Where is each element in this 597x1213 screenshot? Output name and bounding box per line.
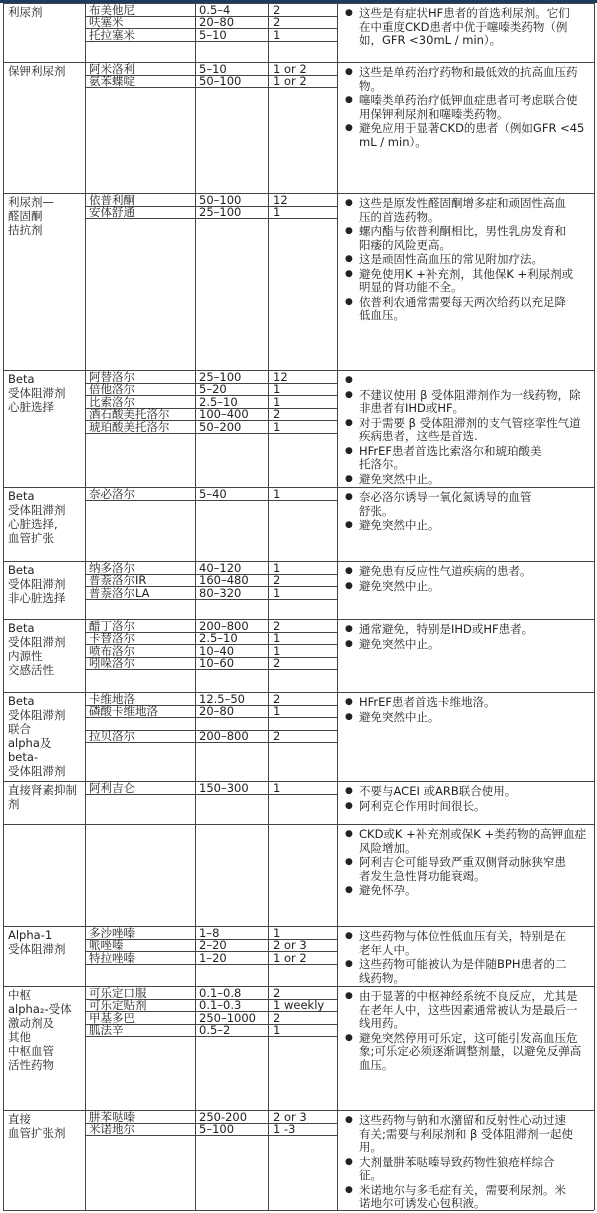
note-text: 血压。: [359, 1057, 394, 1072]
dose-range: 25–100: [199, 205, 242, 220]
drug-name: 特拉唑嗪: [89, 950, 135, 965]
note-text: 征。: [359, 1168, 382, 1182]
dose-range: 1–8: [199, 925, 220, 940]
bullet-icon: ●: [345, 375, 353, 385]
drug-class-label: 受体阻滞剂: [8, 386, 66, 400]
note-text: 线药物。: [359, 970, 405, 985]
bullet-icon: ●: [345, 417, 353, 428]
note-text: 象;可乐定必须逐渐调整剂量，以避免反弹高: [359, 1044, 582, 1058]
note-text: 这些药物与体位性低血压有关，特别是在: [359, 929, 566, 943]
drug-class-label: beta-: [8, 750, 39, 764]
drug-class-label: 受体阻滞剂: [8, 764, 66, 778]
bullet-icon: ●: [345, 296, 353, 307]
daily-frequency: 1: [273, 631, 281, 646]
drug-name: 醋丁洛尔: [89, 618, 135, 633]
note-text: mL / min）。: [359, 134, 427, 149]
drug-class-label: 受体阻滞剂: [8, 635, 66, 649]
bullet-icon: ●: [345, 959, 353, 969]
note-text: 舒张。: [359, 503, 394, 518]
bullet-icon: ●: [345, 445, 353, 456]
note-text: 物。: [359, 78, 382, 93]
dose-range: 5–40: [199, 486, 227, 501]
bullet-icon: ●: [345, 829, 353, 839]
note-text: 诺地尔可诱发心包积液。: [359, 1196, 486, 1210]
bullet-icon: ●: [345, 566, 353, 576]
dose-range: 50–200: [199, 419, 242, 434]
daily-frequency: 1: [273, 585, 281, 600]
dose-range: 100–400: [199, 407, 249, 422]
drug-name: 米诺地尔: [89, 1122, 135, 1137]
bullet-icon: ●: [345, 786, 353, 796]
note-text: 避免使用K +补充剂，其他保K +利尿剂或: [359, 266, 574, 281]
dose-range: 80–320: [199, 585, 242, 600]
drug-name: 氨苯蝶啶: [89, 74, 135, 89]
note-text: 有关;需要与利尿剂和 β 受体阻滞剂一起使: [359, 1126, 574, 1141]
daily-frequency: 1: [273, 925, 281, 940]
daily-frequency: 2: [273, 407, 281, 422]
dose-range: 200–800: [199, 618, 249, 633]
note-text: 者发生急性肾功能衰竭。: [359, 868, 486, 883]
note-text: 这是顽固性高血压的常见附加疗法。: [359, 252, 543, 266]
note-text: 不建议使用 β 受体阻滞剂作为一线药物，除: [359, 387, 581, 402]
note-text: 用。: [359, 1140, 382, 1154]
column-divider: [594, 3, 595, 1210]
drug-name: 安体舒通: [89, 205, 135, 220]
note-text: 避免应用于显著CKD的患者（例如GFR <45: [359, 121, 585, 135]
bullet-icon: ●: [345, 1032, 353, 1043]
daily-frequency: 1: [273, 205, 281, 220]
note-text: 通常避免，特别是IHD或HF患者。: [359, 622, 534, 636]
note-text: 避免突然中止。: [359, 471, 440, 486]
dose-range: 20–80: [199, 704, 235, 719]
drug-class-label: 血管扩张剂: [8, 1126, 66, 1140]
note-text: 非患者有IHD或HF。: [359, 401, 465, 415]
daily-frequency: 2: [273, 656, 281, 671]
dose-range: 250-200: [199, 1109, 248, 1124]
note-text: 避免突然中止。: [359, 578, 440, 593]
note-text: 这些是单药治疗药物和最低效的抗高血压药: [359, 65, 578, 79]
daily-frequency: 2: [273, 691, 281, 706]
daily-frequency: 12: [273, 192, 288, 207]
bullet-icon: ●: [345, 1156, 353, 1167]
drug-class-label: Beta: [8, 621, 35, 635]
drug-class-label: 其他: [8, 1030, 31, 1044]
note-text: 在中重度CKD患者中优于噻嗪类药物（例: [359, 19, 568, 34]
bullet-icon: ●: [345, 95, 353, 105]
daily-frequency: 2: [273, 2, 281, 17]
daily-frequency: 1: [273, 704, 281, 719]
bullet-icon: ●: [345, 638, 353, 649]
drug-name: 甲基多巴: [89, 1010, 135, 1025]
note-text: 大剂量肼苯哒嗪导致药物性狼疮样综合: [359, 1154, 555, 1169]
drug-name: 卡替洛尔: [89, 631, 135, 646]
drug-class-label: Beta: [8, 563, 35, 577]
note-text: 疾病患者，这些是首选.: [359, 429, 478, 443]
drug-name: 纳多洛尔: [89, 560, 135, 575]
drug-name: 托拉塞米: [89, 27, 135, 42]
note-text: 风险增加。: [359, 840, 417, 855]
bullet-icon: ●: [345, 67, 353, 77]
drug-class-label: 激动剂及: [8, 1016, 54, 1030]
daily-frequency: 1: [273, 27, 281, 42]
drug-class-label: 醛固酮: [8, 209, 43, 223]
drug-name: 胍法辛: [89, 1023, 124, 1038]
drug-class-label: 受体阻滞剂: [8, 503, 66, 517]
daily-frequency: 12: [273, 369, 288, 384]
drug-name: 琥珀酸美托洛尔: [89, 419, 170, 434]
drug-name: 依普利酮: [89, 192, 135, 207]
note-text: 在老年人中，这些因素通常被认为是最后一: [359, 1002, 578, 1017]
note-text: 这些是有症状HF患者的首选利尿剂。它们: [359, 6, 570, 20]
drug-name: 肼苯哒嗪: [89, 1109, 135, 1124]
daily-frequency: 2: [273, 618, 281, 633]
drug-class-label: 血管扩张: [8, 531, 54, 545]
bullet-icon: ●: [345, 1115, 353, 1125]
note-text: 阿利克仑作用时间很长。: [359, 798, 486, 813]
drug-class-label: 利尿剂: [8, 5, 43, 19]
drug-class-label: 联合: [8, 722, 31, 736]
drug-name: 普萘洛尔LA: [89, 585, 150, 600]
column-divider: [3, 3, 4, 1210]
bullet-icon: ●: [345, 885, 353, 895]
dose-range: 250–1000: [199, 1010, 256, 1025]
drug-class-label: 拮抗剂: [8, 223, 43, 237]
note-text: 线用药。: [359, 1016, 405, 1030]
drug-name: 布美他尼: [89, 2, 135, 17]
drug-name: 普萘洛尔IR: [89, 573, 147, 588]
note-text: 避免突然中止。: [359, 518, 440, 532]
note-text: 奈必洛尔诱导一氧化氮诱导的血管: [359, 490, 532, 504]
daily-frequency: 2: [273, 15, 281, 30]
drug-name: 酒石酸美托洛尔: [89, 407, 170, 422]
drug-class-label: 受体阻滞剂: [8, 942, 66, 956]
bullet-icon: ●: [345, 492, 353, 502]
row-divider: [3, 824, 594, 825]
note-text: 用保钾利尿剂和噻嗪类药物。: [359, 106, 509, 121]
bullet-icon: ●: [345, 580, 353, 591]
bullet-icon: ●: [345, 697, 353, 707]
dose-range: 5–10: [199, 61, 227, 76]
drug-name: 比索洛尔: [89, 394, 135, 409]
drug-name: 拉贝洛尔: [89, 729, 135, 744]
drug-class-label: Beta: [8, 372, 35, 386]
drug-class-label: 交感活性: [8, 663, 54, 677]
dose-range: 0.5–4: [199, 2, 231, 17]
daily-frequency: 2: [273, 1010, 281, 1025]
drug-class-label: 心脏选择: [8, 400, 54, 414]
drug-class-label: 中枢血管: [8, 1044, 54, 1058]
bullet-icon: ●: [345, 931, 353, 941]
note-text: 低血压。: [359, 308, 405, 322]
drug-class-label: 内源性: [8, 649, 43, 663]
dose-range: 20–80: [199, 15, 235, 30]
drug-name: 喷布洛尔: [89, 643, 135, 658]
daily-frequency: 1: [273, 382, 281, 397]
drug-class-label: 受体阻滞剂: [8, 577, 66, 591]
daily-frequency: 1: [273, 419, 281, 434]
column-divider: [268, 3, 269, 1210]
dose-range: 0.1–0.8: [199, 985, 242, 1000]
drug-name: 磷酸卡维地洛: [89, 704, 158, 719]
dose-range: 40–120: [199, 560, 242, 575]
note-text: 不要与ACEI 或ARB联合使用。: [359, 784, 517, 798]
bullet-icon: ●: [345, 624, 353, 634]
daily-frequency: 1: [273, 1023, 281, 1038]
daily-frequency: 1 or 2: [273, 74, 307, 89]
dose-range: 2–20: [199, 938, 227, 953]
drug-class-label: 直接: [8, 1112, 31, 1126]
drug-class-label: Alpha-1: [8, 928, 53, 942]
bullet-icon: ●: [345, 473, 353, 484]
bullet-icon: ●: [345, 226, 353, 236]
dose-range: 2.5–10: [199, 631, 238, 646]
dose-range: 25–100: [199, 369, 242, 384]
note-text: 老年人中。: [359, 942, 417, 957]
bullet-icon: ●: [345, 520, 353, 530]
note-text: 压的首选药物。: [359, 209, 440, 224]
drug-name: 奈必洛尔: [89, 486, 135, 501]
note-text: 托洛尔。: [359, 457, 405, 471]
bullet-icon: ●: [345, 254, 353, 264]
daily-frequency: 1: [273, 780, 281, 795]
daily-frequency: 1 -3: [273, 1122, 296, 1137]
daily-frequency: 1 weekly: [273, 998, 325, 1013]
drug-class-label: Beta: [8, 694, 35, 708]
note-text: 螺内酯与依普利酮相比，男性乳房发育和: [359, 224, 566, 238]
note-text: 这些药物与钠和水潴留和反射性心动过速: [359, 1113, 566, 1127]
dose-range: 5–10: [199, 27, 227, 42]
dose-range: 10–60: [199, 656, 235, 671]
dose-range: 1–20: [199, 950, 227, 965]
note-text: 这些药物可能被认为是伴随BPH患者的二: [359, 957, 567, 971]
drug-name: 吲哚洛尔: [89, 656, 135, 671]
drug-class-label: 利尿剂—: [8, 195, 54, 209]
note-text: HFrEF患者首选比索洛尔和琥珀酸美: [359, 443, 542, 458]
drug-name: 呋塞米: [89, 15, 124, 30]
drug-class-label: 活性药物: [8, 1058, 54, 1072]
bullet-icon: ●: [345, 198, 353, 208]
dose-range: 2.5–10: [199, 394, 238, 409]
note-text: 噻嗪类单药治疗低钾血症患者可考虑联合使: [359, 93, 578, 107]
daily-frequency: 1: [273, 560, 281, 575]
drug-class-label: 剂: [8, 797, 20, 811]
column-divider: [85, 3, 86, 1210]
column-divider: [195, 3, 196, 1210]
dose-range: 0.5–2: [199, 1023, 231, 1038]
daily-frequency: 2: [273, 985, 281, 1000]
note-text: 对于需要 β 受体阻滞剂的支气管痉挛性气道: [359, 415, 581, 430]
drug-name: 可乐定贴剂: [89, 998, 147, 1013]
daily-frequency: 1: [273, 394, 281, 409]
note-text: 明显的肾功能不全。: [359, 280, 463, 294]
note-text: 米诺地尔与多毛症有关，需要利尿剂。米: [359, 1182, 566, 1197]
daily-frequency: 2: [273, 573, 281, 588]
dose-range: 5–20: [199, 382, 227, 397]
drug-name: 阿米洛利: [89, 61, 135, 76]
drug-name: 哌唑嗪: [89, 938, 124, 953]
note-text: 避免怀孕。: [359, 883, 417, 897]
drug-class-label: 非心脏选择: [8, 591, 66, 605]
drug-name: 卡维地洛: [89, 691, 135, 706]
note-text: 如，GFR <30mL / min）。: [359, 33, 502, 47]
bullet-icon: ●: [345, 268, 353, 279]
daily-frequency: 1 or 2: [273, 950, 307, 965]
table-bottom-border: [3, 1210, 594, 1211]
drug-class-label: 中枢: [8, 988, 31, 1002]
dose-range: 5–100: [199, 1122, 235, 1137]
drug-class-label: 受体阻滞剂: [8, 708, 66, 722]
drug-class-label: 保钾利尿剂: [8, 64, 66, 78]
bullet-icon: ●: [345, 8, 353, 18]
bullet-icon: ●: [345, 389, 353, 400]
dose-range: 12.5–50: [199, 691, 245, 706]
note-text: 阳痿的风险更高。: [359, 237, 451, 252]
drug-name: 倍他洛尔: [89, 382, 135, 397]
drug-name: 阿利吉仑: [89, 780, 135, 795]
bullet-icon: ●: [345, 991, 353, 1001]
daily-frequency: 1 or 2: [273, 61, 307, 76]
daily-frequency: 1: [273, 486, 281, 501]
drug-class-label: Beta: [8, 489, 35, 503]
dose-range: 0.1–0.3: [199, 998, 242, 1013]
drug-class-label: alpha₂-受体: [8, 1002, 72, 1016]
dose-range: 50–100: [199, 74, 242, 89]
note-text: 避免突然停用可乐定，这可能引发高血压危: [359, 1030, 578, 1045]
dose-range: 160–480: [199, 573, 249, 588]
dose-range: 200–800: [199, 729, 249, 744]
drug-class-label: 心脏选择,: [8, 517, 58, 531]
drug-name: 多沙唑嗪: [89, 925, 135, 940]
drug-name: 阿替洛尔: [89, 369, 135, 384]
note-text: 由于显著的中枢神经系统不良反应，尤其是: [359, 989, 578, 1003]
dose-range: 50–100: [199, 192, 242, 207]
bullet-icon: ●: [345, 123, 353, 133]
note-text: 依普利农通常需要每天两次给药以充足降: [359, 294, 566, 309]
dose-range: 150–300: [199, 780, 249, 795]
note-text: CKD或K +补充剂或保K +类药物的高钾血症: [359, 827, 587, 841]
bullet-icon: ●: [345, 1184, 353, 1195]
bullet-icon: ●: [345, 857, 353, 867]
note-text: 这些是原发性醛固酮增多症和顽固性高血: [359, 196, 566, 210]
note-text: 避免突然中止。: [359, 636, 440, 651]
note-text: 避免突然中止。: [359, 709, 440, 724]
bullet-icon: ●: [345, 711, 353, 722]
dose-range: 10–40: [199, 643, 235, 658]
column-divider: [337, 3, 338, 1210]
daily-frequency: 1: [273, 643, 281, 658]
daily-frequency: 2: [273, 729, 281, 744]
drug-class-label: 直接肾素抑制: [8, 783, 77, 797]
note-text: HFrEF患者首选卡维地洛。: [359, 695, 496, 709]
note-text: 阿利吉仑可能导致严重双侧肾动脉狭窄患: [359, 855, 566, 869]
note-text: 避免患有反应性气道疾病的患者。: [359, 564, 532, 578]
daily-frequency: 2 or 3: [273, 938, 307, 953]
daily-frequency: 2 or 3: [273, 1109, 307, 1124]
drug-name: 可乐定口服: [89, 985, 147, 1000]
drug-class-label: alpha及: [8, 736, 52, 750]
bullet-icon: ●: [345, 800, 353, 811]
